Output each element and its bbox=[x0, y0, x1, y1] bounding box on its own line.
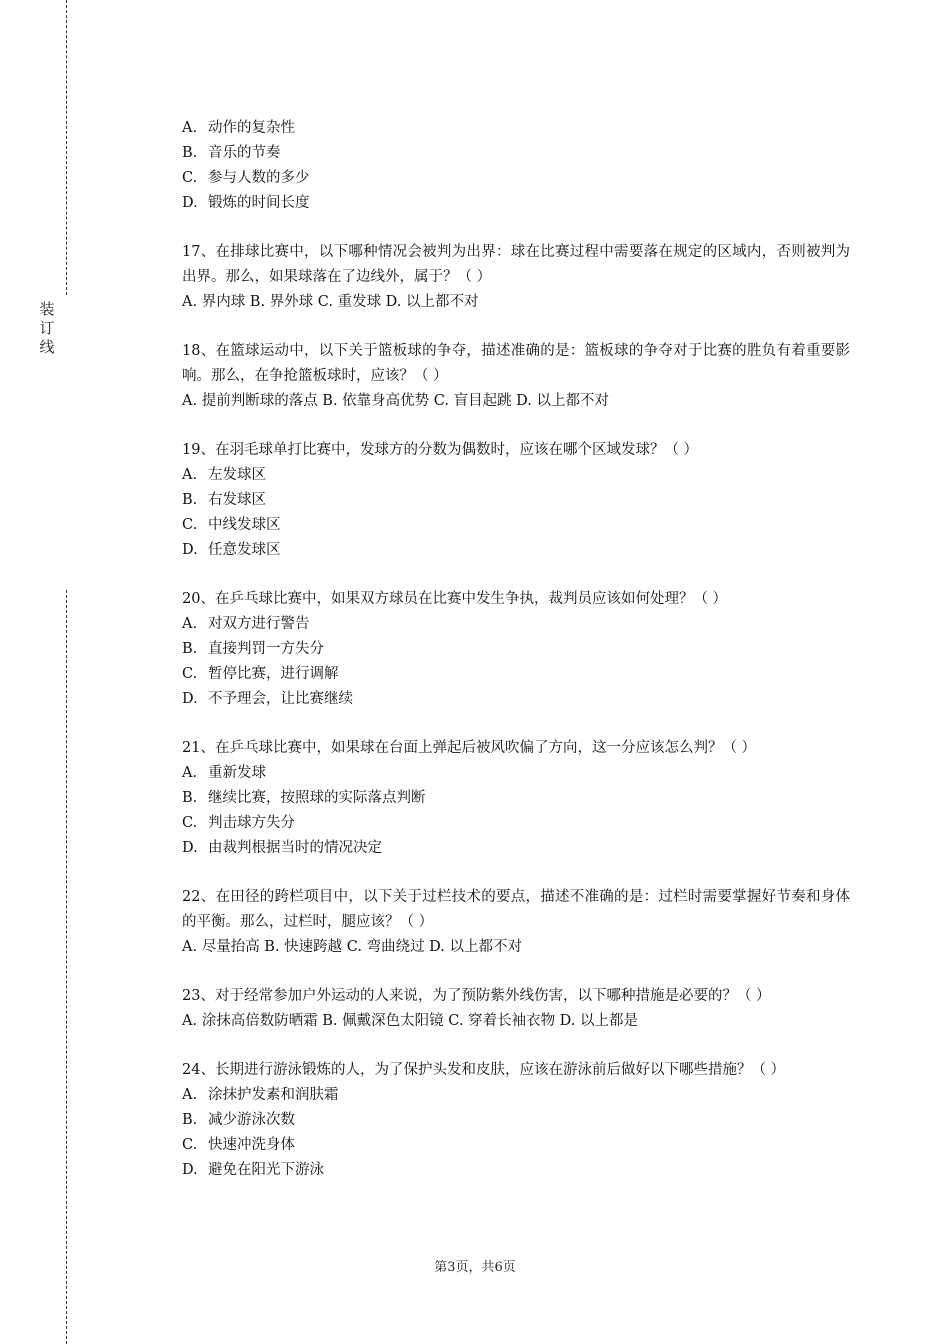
option-b: B. 直接判罚一方失分 bbox=[182, 641, 324, 657]
question-22 bbox=[182, 885, 850, 960]
option-b: B. 继续比赛，按照球的实际落点判断 bbox=[182, 790, 426, 806]
option-d: D. 避免在阳光下游泳 bbox=[182, 1162, 324, 1178]
option-c: C. 快速冲洗身体 bbox=[182, 1137, 295, 1153]
option-d: D. 由裁判根据当时的情况决定 bbox=[182, 840, 382, 856]
question-list bbox=[182, 116, 850, 1183]
binding-label-char: 装 bbox=[39, 300, 55, 318]
option-d: D. 锻炼的时间长度 bbox=[182, 195, 310, 211]
binding-label bbox=[38, 300, 56, 357]
question-19 bbox=[182, 438, 850, 563]
inline-options: A. 界内球 B. 界外球 C. 重发球 D. 以上都不对 bbox=[182, 294, 479, 310]
option-c: C. 暂停比赛，进行调解 bbox=[182, 666, 339, 682]
question-21 bbox=[182, 736, 850, 861]
option-c: C. 中线发球区 bbox=[182, 517, 281, 533]
continued-options bbox=[182, 116, 850, 216]
question-17 bbox=[182, 240, 850, 315]
option-a: A. 左发球区 bbox=[182, 467, 266, 483]
question-stem: 19、在羽毛球单打比赛中，发球方的分数为偶数时，应该在哪个区域发球？（ ） bbox=[182, 442, 699, 458]
question-20 bbox=[182, 587, 850, 712]
binding-label-char: 线 bbox=[39, 338, 55, 356]
question-stem: 22、在田径的跨栏项目中，以下关于过栏技术的要点，描述不准确的是：过栏时需要掌握好节奏和身体的平衡。那么，过栏时，腿应该？（ ） bbox=[182, 889, 850, 930]
question-stem: 23、对于经常参加户外运动的人来说，为了预防紫外线伤害，以下哪种措施是必要的？（ ） bbox=[182, 988, 771, 1004]
binding-dashed-line-top bbox=[66, 0, 67, 295]
option-b: B. 减少游泳次数 bbox=[182, 1112, 295, 1128]
option-c: C. 参与人数的多少 bbox=[182, 170, 310, 186]
question-18 bbox=[182, 339, 850, 414]
option-a: A. 涂抹护发素和润肤霜 bbox=[182, 1087, 339, 1103]
binding-dashed-line-bottom bbox=[66, 590, 67, 1344]
page-footer: 第3页，共6页 bbox=[434, 1260, 516, 1275]
option-d: D. 不予理会，让比赛继续 bbox=[182, 691, 353, 707]
option-a: A. 对双方进行警告 bbox=[182, 616, 310, 632]
option-a: A. 动作的复杂性 bbox=[182, 120, 295, 136]
question-23 bbox=[182, 984, 850, 1034]
question-stem: 24、长期进行游泳锻炼的人，为了保护头发和皮肤，应该在游泳前后做好以下哪些措施？（ ） bbox=[182, 1062, 786, 1078]
inline-options: A. 提前判断球的落点 B. 依靠身高优势 C. 盲目起跳 D. 以上都不对 bbox=[182, 393, 610, 409]
binding-label-char: 订 bbox=[39, 319, 55, 337]
inline-options: A. 涂抹高倍数防晒霜 B. 佩戴深色太阳镜 C. 穿着长袖衣物 D. 以上都是 bbox=[182, 1013, 639, 1029]
option-b: B. 音乐的节奏 bbox=[182, 145, 281, 161]
option-b: B. 右发球区 bbox=[182, 492, 266, 508]
question-24 bbox=[182, 1058, 850, 1183]
option-c: C. 判击球方失分 bbox=[182, 815, 295, 831]
question-stem: 18、在篮球运动中，以下关于篮板球的争夺，描述准确的是：篮板球的争夺对于比赛的胜负有着重要影响。那么，在争抢篮板球时，应该？（ ） bbox=[182, 343, 850, 384]
option-a: A. 重新发球 bbox=[182, 765, 266, 781]
question-stem: 21、在乒乓球比赛中，如果球在台面上弹起后被风吹偏了方向，这一分应该怎么判？（ ） bbox=[182, 740, 757, 756]
question-stem: 20、在乒乓球比赛中，如果双方球员在比赛中发生争执，裁判员应该如何处理？（ ） bbox=[182, 591, 728, 607]
question-stem: 17、在排球比赛中，以下哪种情况会被判为出界：球在比赛过程中需要落在规定的区域内，否则被判为出界。那么，如果球落在了边线外，属于？（ ） bbox=[182, 244, 850, 285]
inline-options: A. 尽量抬高 B. 快速跨越 C. 弯曲绕过 D. 以上都不对 bbox=[182, 939, 523, 955]
option-d: D. 任意发球区 bbox=[182, 542, 281, 558]
